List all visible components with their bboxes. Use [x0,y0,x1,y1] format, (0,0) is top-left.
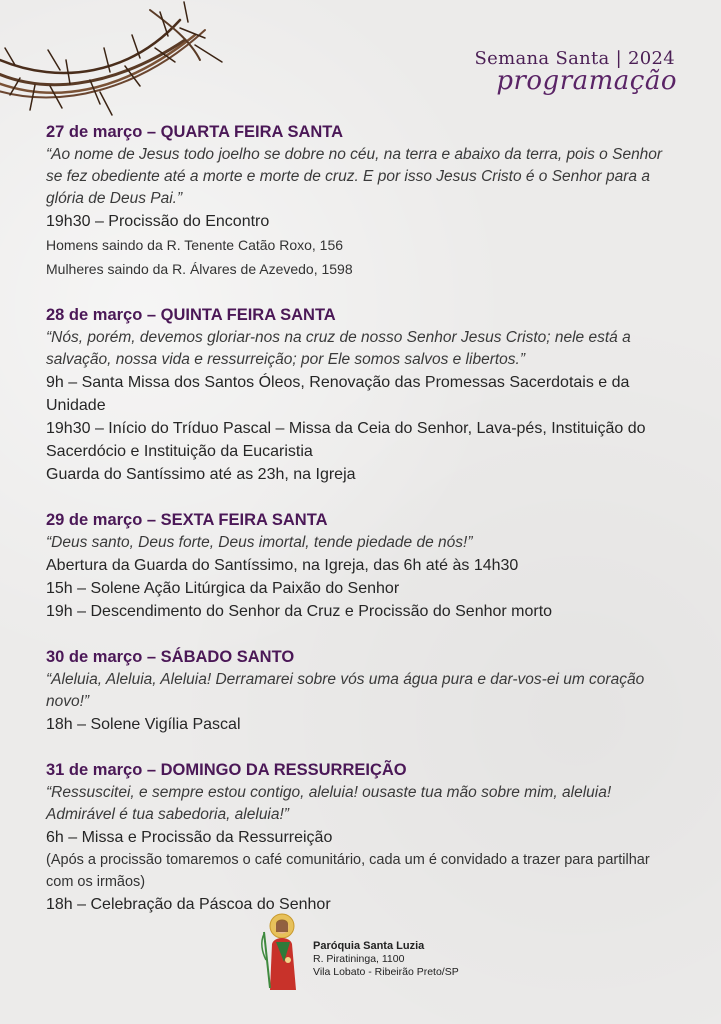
day-section [46,758,676,916]
schedule-item: 9h – Santa Missa dos Santos Óleos, Renovação das Promessas Sacerdotais e da Unidade [46,374,630,414]
schedule-item: Abertura da Guarda do Santíssimo, na Igreja, das 6h até às 14h30 [46,557,519,574]
schedule-item: 19h30 – Procissão do Encontro [46,213,270,230]
schedule [46,120,676,938]
day-title: 27 de março – QUARTA FEIRA SANTA [46,123,344,141]
day-quote: “Nós, porém, devemos gloriar-nos na cruz de nosso Senhor Jesus Cristo; nele está a salvação, nossa vida e ressurreição; por Ele somos salvos e libertos.” [46,329,631,368]
parish-address-line1: R. Piratininga, 1100 [313,953,405,965]
crown-of-thorns-image [0,0,240,125]
day-quote: “Aleluia, Aleluia, Aleluia! Derramarei sobre vós uma água pura e dar-vos-ei um coração novo!” [46,671,645,710]
parish-info [313,940,459,979]
day-quote: “Deus santo, Deus forte, Deus imortal, tende piedade de nós!” [46,534,473,551]
day-title: 28 de março – QUINTA FEIRA SANTA [46,306,336,324]
schedule-item: 6h – Missa e Procissão da Ressurreição [46,829,333,846]
day-title: 31 de março – DOMINGO DA RESSURREIÇÃO [46,761,407,779]
day-quote: “Ressuscitei, e sempre estou contigo, aleluia! ousaste tua mão sobre mim, aleluia! Admirável é tua sabedoria, aleluia!” [46,784,612,823]
schedule-item: 15h – Solene Ação Litúrgica da Paixão do Senhor [46,580,400,597]
schedule-item: Guarda do Santíssimo até as 23h, na Igreja [46,466,356,483]
day-title: 29 de março – SEXTA FEIRA SANTA [46,511,328,529]
day-title: 30 de março – SÁBADO SANTO [46,648,295,666]
header-title: Semana Santa | 2024 [474,48,675,69]
schedule-note: (Após a procissão tomaremos o café comunitário, cada um é convidado a trazer para partilhar com os irmãos) [46,852,650,890]
parish-address-line2: Vila Lobato - Ribeirão Preto/SP [313,966,459,978]
parish-footer [256,912,496,992]
parish-name: Paróquia Santa Luzia [313,940,425,952]
schedule-detail: Mulheres saindo da R. Álvares de Azevedo, 1598 [46,261,353,277]
schedule-item: 19h – Descendimento do Senhor da Cruz e Procissão do Senhor morto [46,603,553,620]
saint-lucy-image [256,912,304,992]
day-section [46,645,676,736]
header-subtitle: programação [496,66,677,96]
day-quote: “Ao nome de Jesus todo joelho se dobre no céu, na terra e abaixo da terra, pois o Senhor se fez obediente até a morte e morte de cruz. E por isso Jesus Cristo é o Senhor para a glória de Deus Pai.” [46,146,663,207]
day-section [46,120,676,281]
day-section [46,303,676,486]
schedule-item: 18h – Solene Vigília Pascal [46,716,241,733]
day-section [46,508,676,623]
schedule-item: 19h30 – Início do Tríduo Pascal – Missa da Ceia do Senhor, Lava-pés, Instituição do Sacerdócio e Instituição da Eucaristia [46,420,646,460]
schedule-detail: Homens saindo da R. Tenente Catão Roxo, 156 [46,237,344,253]
schedule-item: 18h – Celebração da Páscoa do Senhor [46,896,331,913]
